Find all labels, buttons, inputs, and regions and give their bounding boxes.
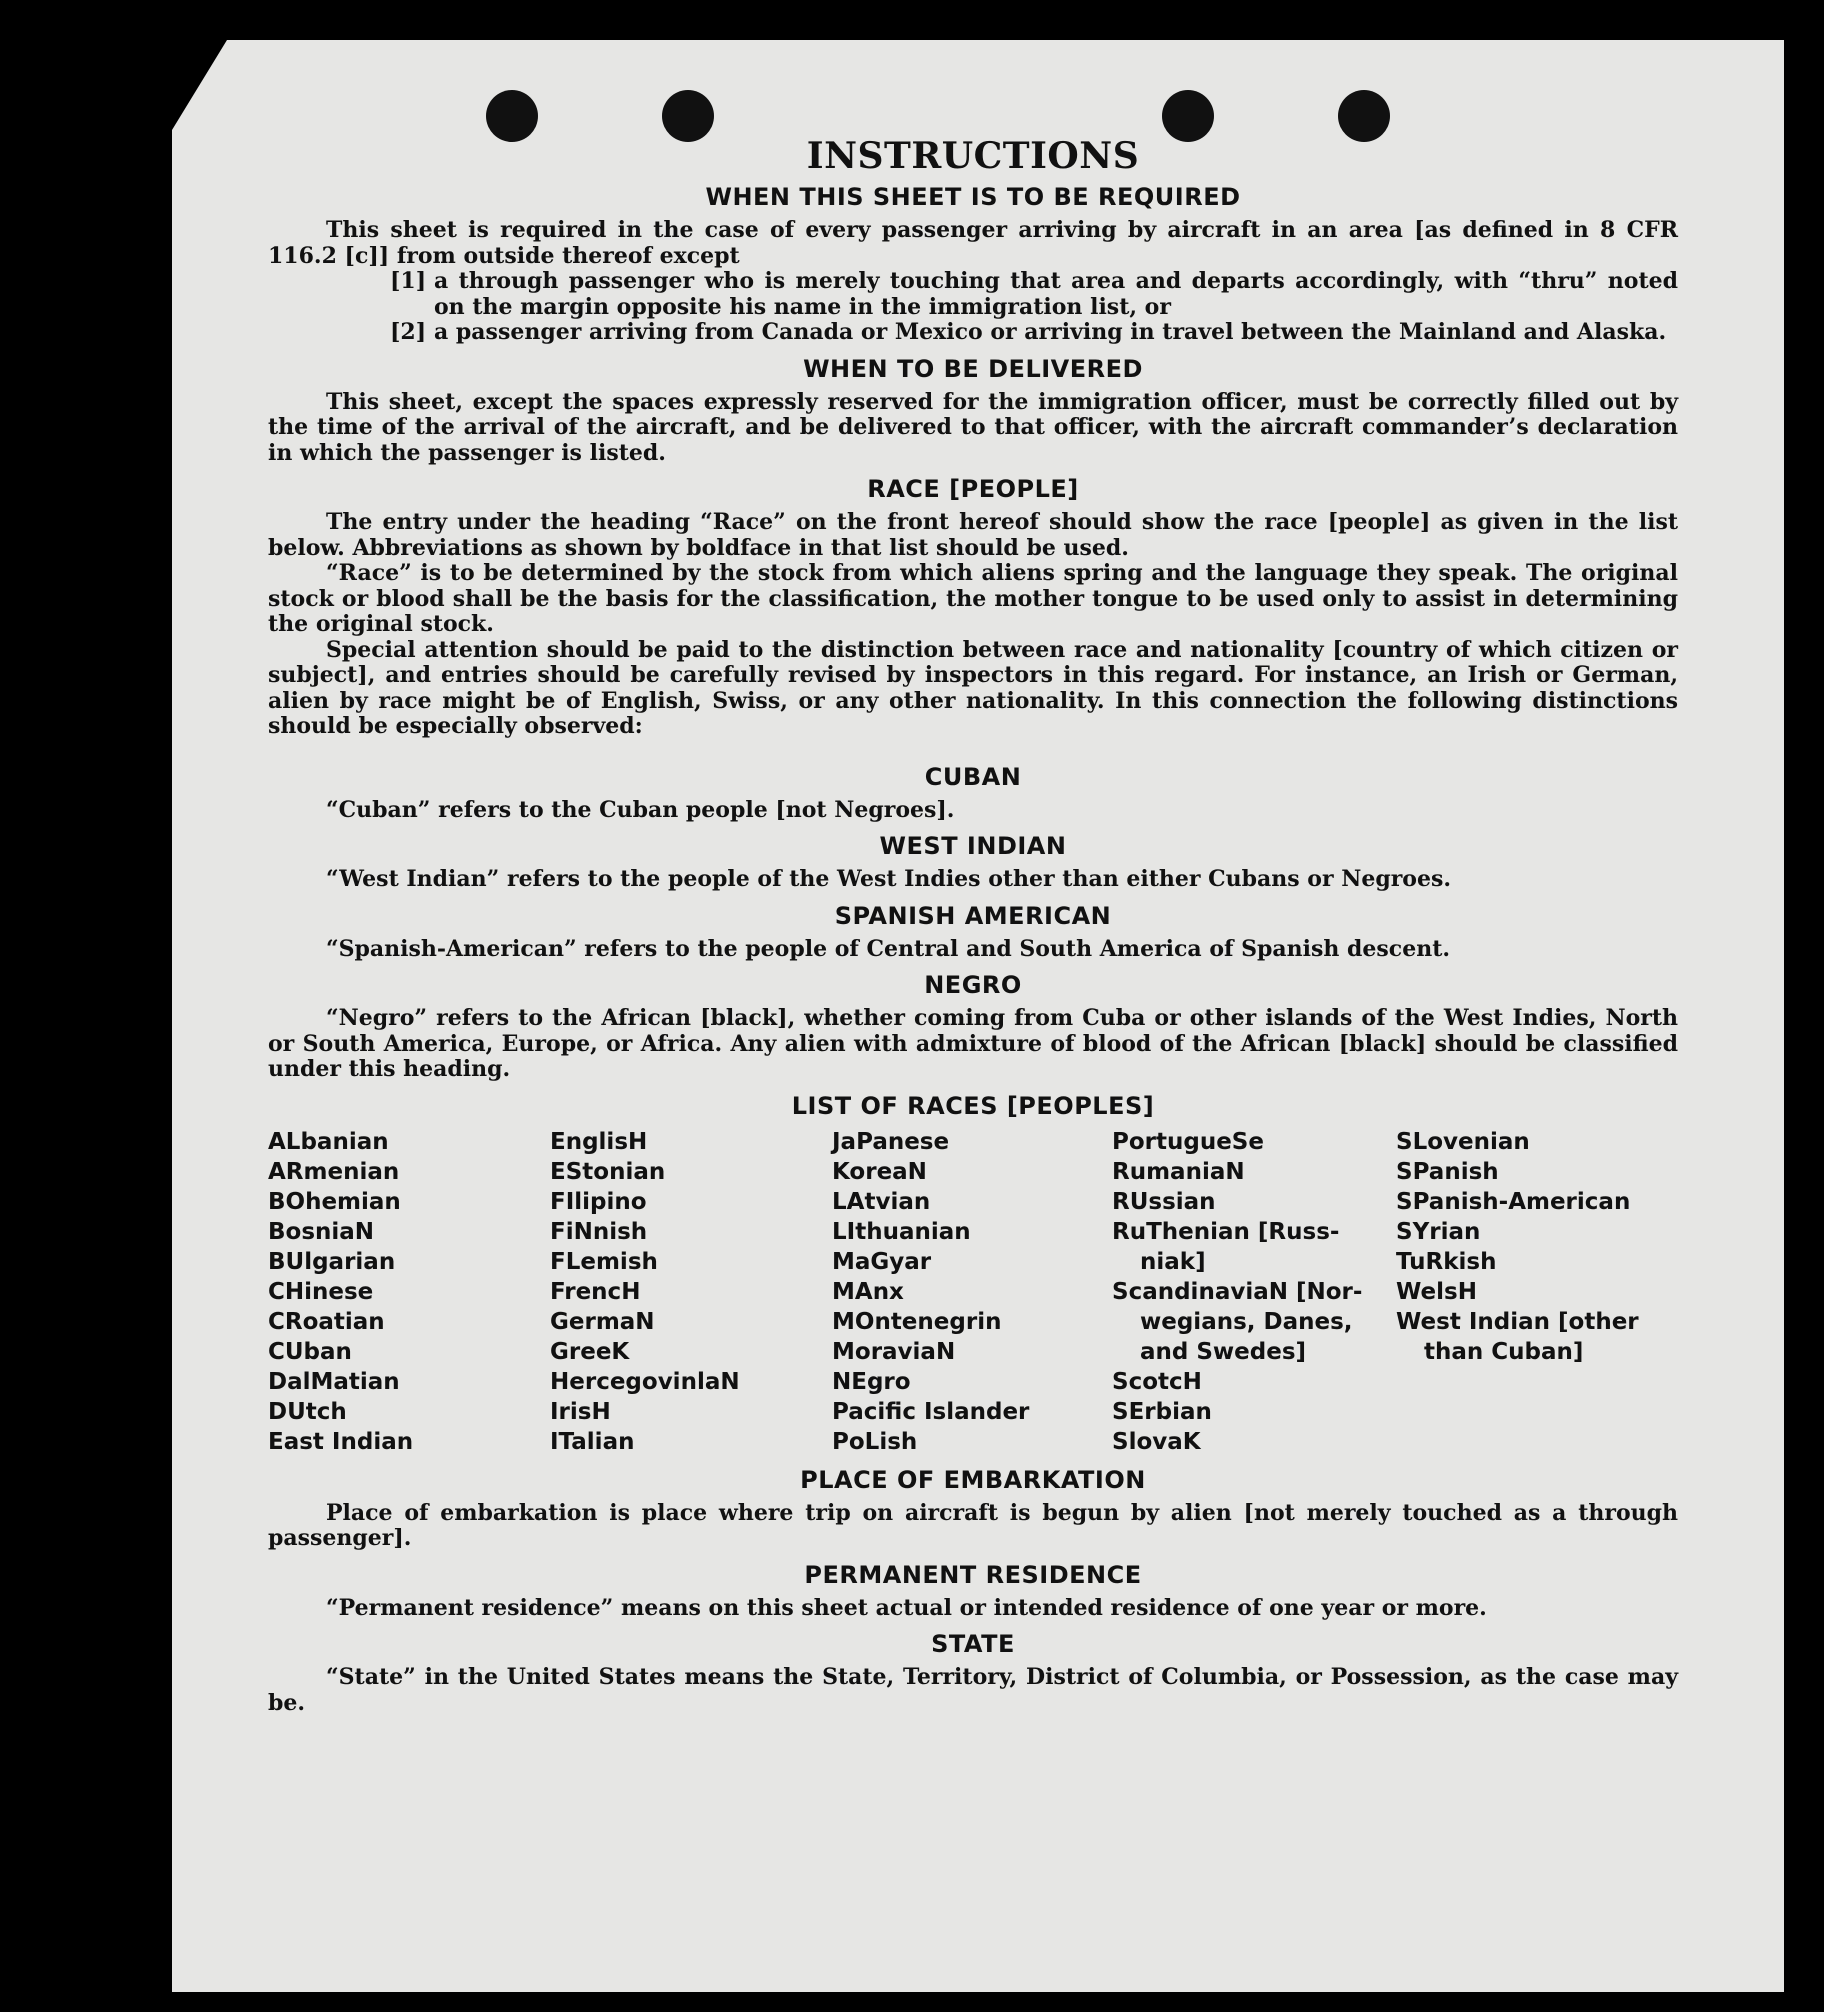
race-entry: BosniaN	[268, 1218, 375, 1245]
required-item-2	[390, 320, 1678, 346]
race-entry: SPanish-American	[1396, 1188, 1631, 1215]
race-entry: niak]	[1140, 1248, 1206, 1275]
race-entry: EnglisH	[550, 1128, 648, 1155]
heading-race: RACE [PEOPLE]	[867, 475, 1079, 503]
race-paragraph-3: Special attention should be paid to the distinction between race and nationality [country of which citizen or subject], and entries should be carefully revised by inspectors in this regard. For instance, an Irish or German, alien by race might be of English, Swiss, or any other nationality. In this connection the following distinctions should be especially observed:	[268, 636, 1678, 739]
race-entry: ALbanian	[268, 1128, 389, 1155]
race-paragraph-1: The entry under the heading “Race” on the front hereof should show the race [people] as given in the list below. Abbreviations as shown by boldface in that list should be used.	[268, 509, 1678, 561]
race-entry: CHinese	[268, 1278, 374, 1305]
race-entry: SlovaK	[1112, 1428, 1201, 1455]
race-entry: FIlipino	[550, 1188, 647, 1215]
race-entry: East Indian	[268, 1428, 414, 1455]
embarkation-text: Place of embarkation is place where trip on aircraft is begun by alien [not merely touched as a through passenger].	[268, 1499, 1678, 1551]
race-entry: SLovenian	[1396, 1128, 1530, 1155]
state-text: “State” in the United States means the State, Territory, District of Columbia, or Possession, as the case may be.	[268, 1664, 1678, 1716]
cuban-text: “Cuban” refers to the Cuban people [not Negroes].	[326, 796, 955, 823]
race-entry: ARmenian	[268, 1158, 400, 1185]
races-list	[268, 1127, 1678, 1457]
race-entry: MOntenegrin	[832, 1308, 1002, 1335]
race-entry: EStonian	[550, 1158, 666, 1185]
race-entry: SYrian	[1396, 1218, 1481, 1245]
race-entry: ScotcH	[1112, 1368, 1202, 1395]
heading-residence: PERMANENT RESIDENCE	[804, 1560, 1142, 1589]
race-entry: GermaN	[550, 1308, 655, 1335]
race-entry: FrencH	[550, 1278, 641, 1305]
race-entry: LIthuanian	[832, 1218, 971, 1245]
required-intro: This sheet is required in the case of every passenger arriving by aircraft in an area [as defined in 8 CFR 116.2 [c]] from outside thereof except	[268, 217, 1678, 269]
race-entry: KoreaN	[832, 1158, 927, 1185]
race-entry: ITalian	[550, 1428, 635, 1455]
heading-embarkation: PLACE OF EMBARKATION	[800, 1465, 1146, 1494]
races-column-5	[1396, 1127, 1678, 1457]
item-number: [1]	[390, 268, 427, 294]
item-text: a passenger arriving from Canada or Mexico or arriving in travel between the Mainland and Alaska.	[434, 319, 1667, 345]
race-entry: FLemish	[550, 1248, 658, 1275]
race-entry: SPanish	[1396, 1158, 1499, 1185]
heading-list-of-races: LIST OF RACES [PEOPLES]	[791, 1091, 1155, 1120]
race-entry: GreeK	[550, 1338, 630, 1365]
race-entry: MoraviaN	[832, 1338, 956, 1365]
race-paragraph-2: “Race” is to be determined by the stock from which aliens spring and the language they speak. The original stock or blood shall be the basis for the classification, the mother tongue to be used only to assist in determining the original stock.	[268, 560, 1678, 637]
race-entry: CUban	[268, 1338, 352, 1365]
race-entry: LAtvian	[832, 1188, 931, 1215]
race-entry: RuThenian [Russ-	[1112, 1218, 1340, 1245]
race-entry: BOhemian	[268, 1188, 401, 1215]
heading-spanish-american: SPANISH AMERICAN	[834, 901, 1112, 930]
race-entry: TuRkish	[1396, 1248, 1497, 1275]
race-entry: RUssian	[1112, 1188, 1216, 1215]
delivered-text: This sheet, except the spaces expressly reserved for the immigration officer, must be correctly filled out by the time of the arrival of the aircraft, and be delivered to that officer, with the aircraft commander’s declaration in which the passenger is listed.	[268, 388, 1678, 466]
heading-negro: NEGRO	[924, 971, 1022, 999]
race-entry: HercegovinlaN	[550, 1368, 740, 1395]
race-entry: PoLish	[832, 1428, 918, 1455]
heading-delivered: WHEN TO BE DELIVERED	[803, 354, 1143, 383]
race-entry: wegians, Danes,	[1140, 1308, 1353, 1335]
race-entry: MAnx	[832, 1278, 904, 1305]
instructions-content	[268, 134, 1678, 1716]
races-column-4	[1112, 1127, 1396, 1457]
race-entry: NEgro	[832, 1368, 911, 1395]
required-item-1	[390, 269, 1678, 320]
races-column-1	[268, 1127, 550, 1457]
page-title: INSTRUCTIONS	[806, 135, 1140, 177]
races-column-3	[832, 1127, 1112, 1457]
item-text: a through passenger who is merely touching that area and departs accordingly, with “thru” noted on the margin opposite his name in the immigration list, or	[434, 268, 1678, 320]
race-entry: than Cuban]	[1424, 1338, 1584, 1365]
race-entry: MaGyar	[832, 1248, 932, 1275]
race-entry: WelsH	[1396, 1278, 1477, 1305]
race-entry: IrisH	[550, 1398, 611, 1425]
race-entry: RumaniaN	[1112, 1158, 1245, 1185]
race-entry: BUlgarian	[268, 1248, 396, 1275]
heading-cuban: CUBAN	[924, 762, 1022, 791]
west-indian-text: “West Indian” refers to the people of the West Indies other than either Cubans or Negroes.	[326, 866, 1452, 892]
item-number: [2]	[390, 319, 427, 345]
race-entry: Pacific Islander	[832, 1398, 1030, 1425]
heading-west-indian: WEST INDIAN	[879, 832, 1067, 860]
race-entry: JaPanese	[832, 1128, 950, 1155]
race-entry: and Swedes]	[1140, 1338, 1307, 1365]
spanish-american-text: “Spanish-American” refers to the people of Central and South America of Spanish descent.	[326, 935, 1451, 962]
heading-state: STATE	[931, 1630, 1015, 1658]
negro-text: “Negro” refers to the African [black], whether coming from Cuba or other islands of the West Indies, North or South America, Europe, or Africa. Any alien with admixture of blood of the African [black] should be classified under this heading.	[268, 1005, 1678, 1082]
residence-text: “Permanent residence” means on this sheet actual or intended residence of one year or more.	[326, 1594, 1487, 1621]
race-entry: West Indian [other	[1396, 1308, 1639, 1335]
race-entry: DUtch	[268, 1398, 347, 1425]
race-entry: CRoatian	[268, 1308, 385, 1335]
race-entry: SErbian	[1112, 1398, 1212, 1425]
heading-required: WHEN THIS SHEET IS TO BE REQUIRED	[705, 183, 1241, 211]
race-entry: FiNnish	[550, 1218, 648, 1245]
races-column-2	[550, 1127, 832, 1457]
race-entry: ScandinaviaN [Nor-	[1112, 1278, 1363, 1305]
race-entry: PortugueSe	[1112, 1128, 1264, 1155]
race-entry: DalMatian	[268, 1368, 400, 1395]
